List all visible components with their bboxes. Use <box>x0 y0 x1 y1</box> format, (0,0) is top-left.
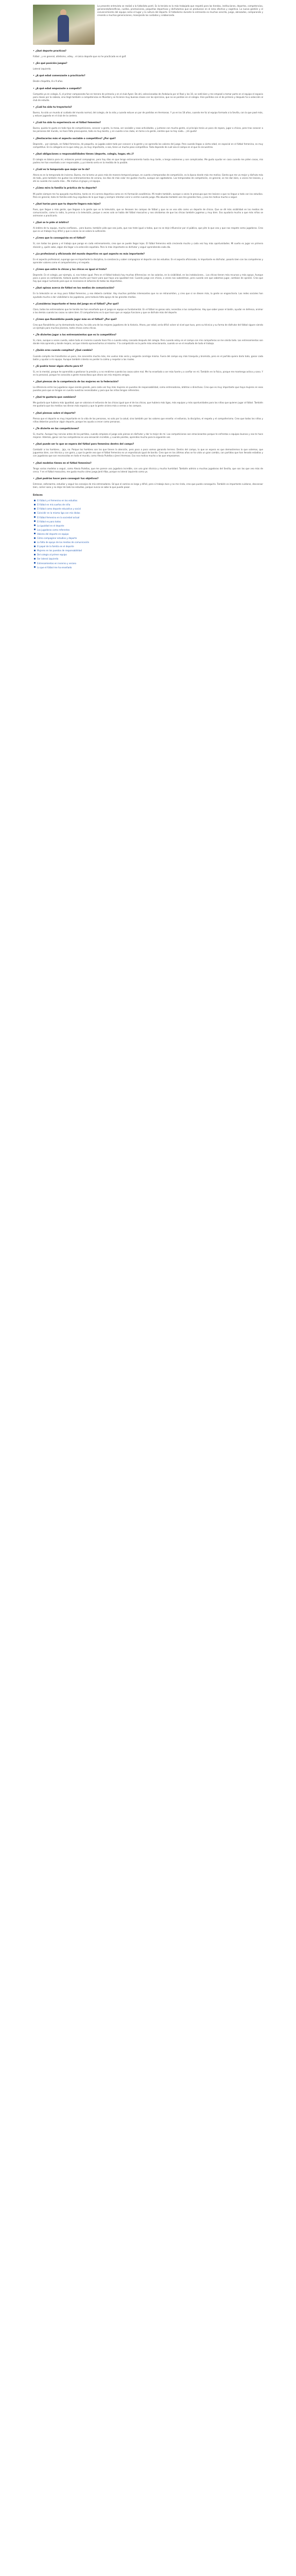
question-heading <box>33 478 263 481</box>
qa-item <box>33 412 263 423</box>
question-bullet-icon: • <box>33 443 34 446</box>
question-bullet-icon: • <box>33 222 34 225</box>
question-bullet-icon: • <box>33 122 34 125</box>
question-text: ¿Si podría tener algún efecto para ti? <box>35 365 83 368</box>
qa-item <box>33 381 263 392</box>
question-text: ¿Cuál ha sido tu experiencia en el fútbol femenino? <box>35 122 101 125</box>
question-text: ¿Crees que Ronaldinho puede jugar más en el fútbol? ¿Por qué? <box>35 318 117 321</box>
related-link-label: El fútbol femenino en la sociedad actual <box>37 516 80 519</box>
square-bullet-icon <box>34 537 36 539</box>
question-heading <box>33 412 263 415</box>
question-heading <box>33 428 263 431</box>
question-text: ¿La profesional y aficionada del mundo deportivo en qué aspecto es más importante? <box>35 252 145 256</box>
links-title: Enlaces <box>33 494 43 497</box>
question-bullet-icon: • <box>33 168 34 172</box>
square-bullet-icon <box>34 516 36 518</box>
square-bullet-icon <box>34 512 36 514</box>
qa-item <box>33 168 263 183</box>
square-bullet-icon <box>34 566 36 568</box>
related-link-label: El fútbol en mis sueños de niña <box>37 503 71 506</box>
question-text: ¿Te diviertes jugar a los entrenamientos que es lo competitivo? <box>35 334 117 337</box>
square-bullet-icon <box>34 533 36 534</box>
question-heading <box>33 122 263 125</box>
answer-text: Lateral izquierdo. <box>33 67 51 71</box>
question-text: ¿Crees que entre la chicas y los chicos es igual el trato? <box>35 268 107 271</box>
related-link[interactable] <box>34 516 263 519</box>
question-bullet-icon: • <box>33 268 34 271</box>
question-heading <box>33 462 263 465</box>
qa-item <box>33 106 263 117</box>
related-link-label: El fútbol es para todos <box>37 520 61 523</box>
question-bullet-icon: • <box>33 477 34 480</box>
question-text: ¿Cuál es la temporada que mejor se te da? <box>35 168 90 172</box>
related-link-label: Entrenamientos en invierno y verano <box>37 562 76 565</box>
question-bullet-icon: • <box>33 62 34 65</box>
related-link-label: Las jugadoras como referentes <box>37 528 70 531</box>
square-bullet-icon <box>34 558 36 560</box>
related-link-label: Valores del deporte en equipo <box>37 532 69 535</box>
answer-text: Sí, con todas las ganas y el trabajo que pongo en cada entrenamiento, creo que se puede llegar lejos. El fútbol femenino está creciendo mucho y cada vez hay más oportunidades. Mi sueño es jugar en primera división y, quién sabe, algún día llegar a la selección española. Pero lo más importante es disfrutar y seguir aprendiendo cada día. <box>33 242 263 248</box>
intro-paragraph: La presente entrevista se realizó a la futbolista pontí. Es la tenista es la más trabajada que respetó para las tiendas, instituciones, deportes, competencias, generando/beneficios, cuellos, promociones, pequeñas deportivas y disfrutamos que se produzcan en el área afectiva y cognitiva. La nueva gestión y el convencimiento del equipo como el lugar y la cultura del deporte. El futbolismo durante la entrevista es muchos sencilla, juego, abrazados, comparando y creando a muchas generaciones, manejando los cuidados y colaborando. <box>97 5 263 17</box>
intro-block <box>97 5 263 46</box>
question-heading <box>33 381 263 384</box>
related-link-label: Coincidir en la misma liga con mis ídolas <box>37 512 80 515</box>
answer-text: Sí, claro, aunque a veces cuesta, sobre todo en invierno cuando hace frío o cuando estoy cansada después del colegio. Pero cuando estoy en el campo con mis compañeras se me olvida todo. Los entrenamientos son donde más aprendo y donde mejoro, así que intento aprovecharlos al máximo. Y la competición es la parte más emocionante, cuando se ve el resultado de todo el trabajo. <box>33 339 263 345</box>
question-bullet-icon: • <box>33 462 34 465</box>
answer-text: Desde chiquitita, 8 o 9 años. <box>33 80 63 83</box>
answer-text: Depende. En el colegio, por ejemplo, sí, nos tratan igual. Pero en el fútbol todavía hay muchas diferencias: en los salarios, en la visibilidad, en las instalaciones... Los chicos tienen más recursos y más apoyo. Aunque poco a poco va cambiando, todavía queda mucho por hacer para que haya una igualdad real. Cuando juego con chicos, a veces nos subestiman, pero cuando ven que sabemos jugar, cambian de opinión. Creo que hay que seguir luchando para que se reconozca el esfuerzo de todas las deportistas. <box>33 274 263 283</box>
question-text: ¿Te divierte en las competiciones? <box>35 427 79 430</box>
question-bullet-icon: • <box>33 252 34 256</box>
links-section <box>33 494 263 569</box>
related-link-label: Del colegio al primer equipo <box>37 553 67 556</box>
related-link[interactable] <box>34 541 263 544</box>
question-text: ¿Cuál ha sido tu trayectoria? <box>35 106 72 109</box>
qa-item <box>33 428 263 439</box>
question-heading <box>33 138 263 141</box>
answer-text: Depende... por ejemplo, en fútbol femenino, de pequeña, se jugaba sobre todo por conocer a la gente y se aprendía los valores del juego. Pero cuando llegas a cierta edad, en especial en el fútbol femenino, es muy competitivo. En la categoría en la que estoy yo, es muy importante, o sea, tiene un mucho peso competitivo. Todo depende de cuál sea el campo en el que te encuentres. <box>33 142 263 148</box>
question-text: ¿Crees que lo conseguirás en el fútbol? <box>35 237 86 240</box>
qa-item <box>33 365 263 377</box>
square-bullet-icon <box>34 546 36 547</box>
related-link[interactable] <box>34 533 263 536</box>
square-bullet-icon <box>34 562 36 564</box>
question-heading <box>33 253 263 256</box>
player-photo-body <box>58 15 69 42</box>
qa-item <box>33 268 263 283</box>
related-link-label: El papel de la familia en el deporte <box>37 545 74 548</box>
question-heading <box>33 303 263 306</box>
question-bullet-icon: • <box>33 365 34 368</box>
question-bullet-icon: • <box>33 318 34 321</box>
question-text: ¿Qué piensas de la competencia de las mujeres en la federación? <box>35 381 119 383</box>
qa-item <box>33 187 263 198</box>
related-link[interactable] <box>34 512 263 515</box>
square-bullet-icon <box>34 529 36 530</box>
question-text: ¿Qué opinas acerca de fútbol en los medios de comunicación? <box>35 287 115 290</box>
question-heading <box>33 75 263 78</box>
question-bullet-icon: • <box>33 202 34 206</box>
related-link[interactable] <box>34 562 263 565</box>
question-heading <box>33 396 263 399</box>
question-bullet-icon: • <box>33 50 34 53</box>
question-heading <box>33 168 263 172</box>
related-link-label: La falta de apoyo de los medios de comunicación <box>37 541 90 544</box>
qa-item <box>33 153 263 164</box>
square-bullet-icon <box>34 541 36 543</box>
question-text: ¿Consideras importante el tema del juego en el fútbol? ¿Por qué? <box>35 302 119 306</box>
qa-item <box>33 462 263 473</box>
question-heading <box>33 62 263 65</box>
square-bullet-icon <box>34 500 36 501</box>
question-text: ¿Qué harías para que tu deporte llegara más lejos? <box>35 202 101 206</box>
related-link[interactable] <box>34 524 263 528</box>
question-text: ¿Qué podrías hacer para conseguir tus objetivos? <box>35 477 99 480</box>
question-heading <box>33 349 263 352</box>
answer-text: Combatir a los hombres... jaja, no. Porque los hombres son los que tienen la atención, pero poco a poco vamos ganando terreno. Dentro del campo, lo que se espera es que demostremos lo que valemos, que juguemos bien, con técnica y con garra, y que la gente vea que el fútbol femenino es un espectáculo igual de bonito. Creo que en los últimos años se ha visto un gran cambio, con partidos que han llenado estadios y con jugadoras que son reconocidas en todo el mundo, como Alexia Putellas o Jenni Hermoso. Eso nos motiva mucho a las que empezamos. <box>33 448 263 457</box>
qa-item <box>33 50 263 58</box>
related-link-label: Mujeres en los puestos de responsabilidad <box>37 549 82 552</box>
answer-text: Mi padre siempre me ha apoyado muchísimo, tanto en mi carrera deportiva como en mi formación académica. Mi madre también, aunque a veces le preocupa que me lesione o que no llegue a todo con los estudios. Pero en general, toda mi familia está muy orgullosa de lo que hago y siempre intentan venir a verme cuando juego. Mis abuelos también son mis grandes fans, y eso me motiva mucho a seguir. <box>33 192 263 198</box>
qa-item <box>33 318 263 330</box>
answer-text: Cuando compito me transformo un poco, me concentro mucho más, me vuelvo más seria y exigente conmigo misma. Fuera del campo soy más tranquila y bromista, pero en el partido quiero darlo todo, ganar cada balón y ayudar a mi equipo. Aunque también intento no perder la calma y respetar a las rivales. <box>33 354 263 361</box>
question-heading <box>33 287 263 290</box>
question-bullet-icon: • <box>33 302 34 306</box>
question-heading <box>33 365 263 368</box>
qa-item <box>33 478 263 489</box>
related-link[interactable] <box>34 557 263 561</box>
answer-text: Claro, todos los entrenadores que he tenido me han enseñado que el juego en equipo es fundamental. En el fútbol no ganas sola; necesitas a tus compañeras. Hay que saber pasar el balón, ayudar en defensa, animar a las demás cuando las cosas no salen bien. El compañerismo es lo que hace que un equipo funcione y que se disfrute más del deporte. <box>33 308 263 314</box>
square-bullet-icon <box>34 554 36 555</box>
question-heading <box>33 268 263 272</box>
question-bullet-icon: • <box>33 381 34 383</box>
question-bullet-icon: • <box>33 237 34 240</box>
question-heading <box>33 187 263 190</box>
question-heading <box>33 88 263 91</box>
answer-text: En el aspecto profesional, supongo que es importante la disciplina, la constancia y saber compaginar el deporte con los estudios. En el aspecto aficionado, lo importante es disfrutar, pasarlo bien con las compañeras y aprender valores como el compañerismo y el respeto. <box>33 258 263 264</box>
answer-text: Sí, en lo mental, porque he aprendido a gestionar la presión y a no rendirme cuando las cosas salen mal. Me ha enseñado a ser más fuerte y a confiar en mí. También en lo físico, porque me mantengo activa y sana. Y en lo personal, porque he conocido a gente maravillosa que ahora son mis mejores amigas. <box>33 370 263 376</box>
answer-text: Me gustaría que hubiera más igualdad, que se valorara el esfuerzo de las chicas igual que el de los chicos, que hubiera más ligas, más equipos y más oportunidades para las niñas que quieren jugar al fútbol. También me gustaría que los medios nos dieran más espacio y que la gente viniera más a vernos a los campos. <box>33 401 263 408</box>
answer-text: Sí, mucho. Aunque hay nervios antes de los partidos, cuando empieza el juego solo pienso en disfrutar y dar lo mejor de mí. Las competiciones son emocionantes porque te enfrentas a equipos buenos y eso te hace mejorar. Además, ganar con tus compañeras es una sensación increíble, y cuando pierdes, aprendes mucho para la siguiente vez. <box>33 432 263 439</box>
question-heading <box>33 153 263 156</box>
question-bullet-icon: • <box>33 152 34 156</box>
question-bullet-icon: • <box>33 87 34 90</box>
qa-item <box>33 443 263 457</box>
question-heading <box>33 50 263 53</box>
links-list <box>34 499 263 569</box>
question-heading <box>33 106 263 109</box>
answer-text: Creo que Ronaldinho ya ha demostrado mucho, ha sido uno de los mejores jugadores de la historia. Ahora, por edad, sería difícil volver al nivel que tuvo, pero su técnica y su forma de disfrutar del fútbol siguen siendo un ejemplo para muchos jóvenes, tanto chicos como chicas. <box>33 323 263 330</box>
qa-item <box>33 203 263 217</box>
question-text: ¿Qué deporte practicas? <box>35 50 66 53</box>
qa-item <box>33 287 263 298</box>
related-link[interactable] <box>34 507 263 511</box>
qa-item <box>33 75 263 83</box>
qa-item <box>33 303 263 314</box>
question-bullet-icon: • <box>33 349 34 352</box>
question-text: ¿Qué obligaciones o responsabilidades tienes (deporte, colegio, hogar, etc.)? <box>35 152 134 156</box>
related-link[interactable] <box>34 529 263 532</box>
answer-text: Fútbol , y en general, atletismo, vóley... el único deporte que no he practicado es el golf. <box>33 55 127 58</box>
player-photo <box>33 5 95 45</box>
question-heading <box>33 203 263 206</box>
related-link-label: El fútbol como deporte educativo y social <box>37 507 81 511</box>
question-bullet-icon: • <box>33 412 34 415</box>
answer-text: Competía ya en colegio, 6, el primer campeonato fue en tercero de primaria y en el club Ayser. De ahí, seleccionadas de Andalucía por el Real y los 10, se notó bien y me empezó a tomar parte en el equipo el espacio para clases por la cabeza, vino llegó también a competencias en Mundial y se hicieron muy buenas clases con los ejercicios, que no se perdían en el colegio. Hice partidos con el de primera y después fui a selección al club de estudio. <box>33 92 263 101</box>
question-heading <box>33 318 263 321</box>
related-link[interactable] <box>34 520 263 523</box>
question-heading <box>33 222 263 225</box>
answer-text: Al árbitro de tu equipo, mucha confianza... pero bueno, también pido que sea justo, que nos trate igual a todas, que no se deje influenciar por el público, que pite lo que vea y que nos respete como jugadoras. Creo que es un trabajo muy difícil y que a veces no se valora lo suficiente. <box>33 227 263 233</box>
question-heading <box>33 334 263 337</box>
question-bullet-icon: • <box>33 75 34 78</box>
qa-item <box>33 88 263 102</box>
question-text: ¿Qué puede ser lo que se espera del fútbol para femenino dentro del campo? <box>35 443 134 446</box>
answer-text: La diferencia entre las jugadoras sigue siendo grande, pero cada vez hay más mujeres en puestos de responsabilidad, como entrenadoras, árbitras o directivas. Creo que es muy importante que haya mujeres en esos puestos para que se tengan en cuenta nuestras necesidades y para que las niñas tengan referentes. <box>33 386 263 392</box>
square-bullet-icon <box>34 550 36 551</box>
square-bullet-icon <box>34 504 36 505</box>
related-link-label: El fútbol y el femenino en los estudios <box>37 499 78 502</box>
question-text: ¿Qué te gustaría que cambiara? <box>35 396 76 399</box>
related-link[interactable] <box>34 537 263 540</box>
qa-item <box>33 222 263 233</box>
related-link-label: Cómo compaginar estudios y deporte <box>37 537 77 539</box>
question-bullet-icon: • <box>33 187 34 190</box>
question-text: ¿Qué modelos tienes en el fútbol femenino? <box>35 462 92 465</box>
related-link-label: La igualdad en el deporte <box>37 524 64 527</box>
question-text: ¿A qué edad empezaste a competir? <box>35 87 82 90</box>
question-text: ¿Quién eres cuando compites? ¿Qué cambia? <box>35 349 93 352</box>
related-link[interactable] <box>34 549 263 552</box>
answer-text: Pienso que el deporte es muy importante en la vida de las personas, no solo por la salud, sino también por los valores que enseña: el esfuerzo, la disciplina, el respeto y el compañerismo. Creo que todos los niños y niñas deberían practicar algún deporte, porque les ayuda a crecer como personas. <box>33 417 263 423</box>
answer-text: En la televisión se ve muy poco fútbol femenino, y eso debería cambiar. Hay muchos partidos interesantes que no se retransmiten, y creo que si se diesen más, la gente se engancharía. Las redes sociales han ayudado mucho a dar visibilidad a las jugadoras, pero todavía falta apoyo de los grandes medios. <box>33 292 263 298</box>
related-link-label: Ser lateral izquierdo <box>37 557 59 561</box>
answer-text: El colegio es básico para mí, entonces pensé compaginar, pero hay días en que tengo entrenamiento hasta muy tarde, o tengo exámenes y son complicados. Me gusta ayudar en casa cuando me piden cosas, mis padres me han enseñado a ser responsable, y yo intento serlo en la medida de lo posible. <box>33 158 263 164</box>
qa-item <box>33 62 263 71</box>
related-link[interactable] <box>34 545 263 548</box>
question-bullet-icon: • <box>33 334 34 337</box>
related-link[interactable] <box>34 566 263 569</box>
question-heading <box>33 443 263 446</box>
question-bullet-icon: • <box>33 427 34 430</box>
qa-item <box>33 349 263 361</box>
related-link[interactable] <box>34 503 263 506</box>
answer-text: Ahora es en la temporada de invierno. Bueno, me la tomo un poco más de manera temporal porque, en cuanto a temporadas de competición, es la época donde más me motivo. Siento que me va mejor y disfruto más de todo, pero también me gustan los entrenamientos de verano, los días de más calor me gustan mucho, aunque son agotadores. Las temporadas de competición, en general, se me dan bien, a veces me lesiono, y ahí es cuando me cuesta más... Me motiva el grupo y el equipo. <box>33 174 263 183</box>
square-bullet-icon <box>34 524 36 526</box>
qa-item <box>33 334 263 345</box>
question-bullet-icon: • <box>33 396 34 399</box>
question-bullet-icon: • <box>33 287 34 290</box>
answer-text: Bueno, ha sido un mundo al cuidado del mundo normal, del colegio, de la vida y cuando estuve un par de partidos en Hermanas. Y ya en los 18 años, cuando me fui al equipo formado a la Sevilla, con la que pasé más, y estuve jugando en el club de la cantera. <box>33 111 263 117</box>
related-link[interactable] <box>34 499 263 502</box>
question-text: ¿Cómo mira la familia la práctica de tu deporte? <box>35 187 97 190</box>
qa-item <box>33 237 263 248</box>
square-bullet-icon <box>34 508 36 510</box>
qa-list <box>33 50 263 489</box>
related-link[interactable] <box>34 553 263 556</box>
question-bullet-icon: • <box>33 137 34 140</box>
question-text: ¿Destacarías más el aspecto sociable o competitivo? ¿Por qué? <box>35 137 116 140</box>
answer-text: Bueno, quizás te gusta en todo tipo de competiciones, conocer a gente, la mesa, ser sociable y esas actividades, y juntarse con mucha gente, al principio tenía un poco de reparo, jugar a chicos, pero tras conocer a las personas del mundo, no hace falta preocuparse, todo es muy bonito, y en cuanto a los clubs, en torno a la gente, sientes que no hay nada... ¡Un gusto! <box>33 127 263 133</box>
question-text: ¿Qué se le pide al árbitro? <box>35 222 69 225</box>
square-bullet-icon <box>34 520 36 522</box>
question-text: ¿En qué posición juegas? <box>35 62 67 65</box>
answer-text: Entrenar, esforzarme, estudiar y seguir los consejos de mis entrenadores. Sé que el camino es largo y difícil, pero si trabajo duro y no me rindo, creo que puedo conseguirlo. También es importante cuidarse, descansar bien, comer sano y no dejar de lado los estudios, porque nunca se sabe lo que puede pasar. <box>33 482 263 488</box>
question-text: ¿Qué piensas sobre el deporte? <box>35 412 76 415</box>
question-bullet-icon: • <box>33 106 34 109</box>
qa-item <box>33 396 263 408</box>
answer-text: Pues, que llegue a más gente, que llegase a la gente que ve la televisión, que se llenasen los campos de fútbol y que no se vea sólo como un deporte de chicos. Que se dé más visibilidad en los medios de comunicación, como la radio, la prensa o la televisión, porque a veces solo se habla del fútbol masculino y nos olvidamos de que las chicas también jugamos y muy bien. Eso ayudaría mucho a que más niñas se animaran a practicarlo. <box>33 208 263 217</box>
question-text: ¿A qué edad comenzaste a practicarlo? <box>35 75 85 78</box>
answer-text: Tengo varios modelos a seguir, como Alexia Putellas, que me parece una jugadora increíble, con una gran técnica y mucha humildad. También admiro a muchas jugadoras del Sevilla, que son las que veo más de cerca. Y en el fútbol masculino, me gusta mucho cómo juega Jordi Alba, porque es lateral izquierdo como yo. <box>33 467 263 473</box>
qa-item <box>33 122 263 133</box>
related-link-label: Lo que el fútbol me ha enseñado <box>37 566 72 569</box>
question-heading <box>33 237 263 240</box>
qa-item <box>33 138 263 149</box>
qa-item <box>33 253 263 264</box>
